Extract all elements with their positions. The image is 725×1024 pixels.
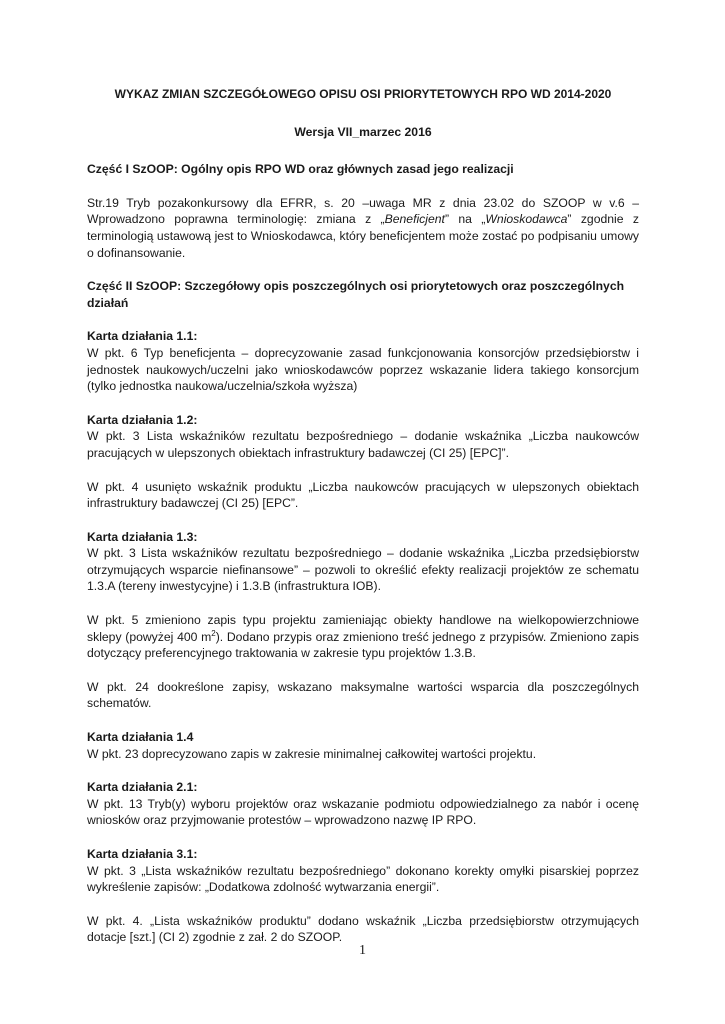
document-page xyxy=(87,86,639,963)
card-2-1 xyxy=(87,779,639,829)
superscript: 2 xyxy=(211,628,216,638)
card-title: Karta działania 3.1: xyxy=(87,847,198,861)
part1-term-beneficjent: Beneficjent xyxy=(384,212,445,227)
part2-heading: Część II SzOOP: Szczegółowy opis poszczególnych osi priorytetowych oraz poszczególnych działań xyxy=(87,279,625,310)
part1-heading: Część I SzOOP: Ogólny opis RPO WD oraz głównych zasad jego realizacji xyxy=(87,162,514,177)
card-paragraph: W pkt. 3 Lista wskaźników rezultatu bezpośredniego – dodanie wskaźnika „Liczba przedsiębiorstw otrzymujących wsparcie niefinansowe” – pozwoli to określić efekty realizacji projektów ze schematu 1.3.A (tereny inwestycyjne) i 1.3.B (infrastruktura IOB). xyxy=(87,546,639,594)
card-paragraph: W pkt. 23 doprecyzowano zapis w zakresie minimalnej całkowitej wartości projektu. xyxy=(87,746,537,761)
card-paragraph: W pkt. 6 Typ beneficjenta – doprecyzowanie zasad funkcjonowania konsorcjów przedsiębiorstw i jednostek naukowych/uczelni jako wnioskodawców poprzez wskazanie lidera takiego konsorcjum (tylko jednostka naukowa/uczelnia/szkoła wyższa) xyxy=(87,345,639,394)
card-1-3 xyxy=(87,529,639,712)
card-title: Karta działania 1.1: xyxy=(87,329,198,344)
card-3-1 xyxy=(87,846,639,946)
document-title: WYKAZ ZMIAN SZCZEGÓŁOWEGO OPISU OSI PRIORYTETOWYCH RPO WD 2014-2020 xyxy=(114,87,612,101)
card-title: Karta działania 1.3: xyxy=(87,529,198,544)
card-paragraph: W pkt. 13 Tryb(y) wyboru projektów oraz wskazanie podmiotu odpowiedzialnego za nabór i ocenę wniosków oraz przyjmowanie protestów – wprowadzono nazwę IP RPO. xyxy=(87,796,639,828)
part1-text-c: ” zgodnie z terminologią ustawową jest to Wnioskodawca, który beneficjentem może zostać po podpisaniu umowy o dofinansowanie. xyxy=(87,212,640,260)
part1-paragraph xyxy=(87,195,639,261)
card-paragraph: W pkt. 3 Lista wskaźników rezultatu bezpośredniego – dodanie wskaźnika „Liczba naukowców pracujących w ulepszonych obiektach infrastruktury badawczej (CI 25) [EPC]”. xyxy=(87,429,639,460)
card-title: Karta działania 1.4 xyxy=(87,730,194,745)
card-paragraph xyxy=(87,612,639,662)
card-1-1 xyxy=(87,328,639,394)
part1-text-b: ” na „ xyxy=(444,212,486,227)
card-text: W pkt. 5 zmieniono zapis typu projektu zamieniając obiekty handlowe na wielkopowierzchniowe sklepy (powyżej 400 m xyxy=(87,613,639,644)
page-number: 1 xyxy=(359,943,366,958)
card-paragraph: W pkt. 24 dookreślone zapisy, wskazano maksymalne wartości wsparcia dla poszczególnych schematów. xyxy=(87,679,639,711)
part1-text-a: Str.19 Tryb pozakonkursowy dla EFRR, s. 20 –uwaga MR z dnia 23.02 do SZOOP w v.6 – Wprowadzono poprawna terminologię: zmiana z „ xyxy=(87,195,639,227)
card-text: ). Dodano przypis oraz zmieniono treść jednego z przypisów. Zmieniono zapis dotyczący preferencyjnego traktowania w zakresie typu projektów 1.3.B. xyxy=(87,629,639,661)
part1-term-wnioskodawca: Wnioskodawca xyxy=(485,212,568,227)
card-title: Karta działania 1.2: xyxy=(87,412,198,427)
card-1-2 xyxy=(87,412,639,512)
document-version: Wersja VII_marzec 2016 xyxy=(294,124,432,139)
card-1-4 xyxy=(87,729,639,762)
card-paragraph: W pkt. 4. „Lista wskaźników produktu” dodano wskaźnik „Liczba przedsiębiorstw otrzymujących dotacje [szt.] (CI 2) zgodnie z zał. 2 do SZOOP. xyxy=(87,913,639,945)
card-paragraph: W pkt. 3 „Lista wskaźników rezultatu bezpośredniego” dokonano korekty omyłki pisarskiej poprzez wykreślenie zapisów: „Dodatkowa zdolność wytwarzania energii”. xyxy=(87,863,639,895)
card-title: Karta działania 2.1: xyxy=(87,780,198,795)
card-paragraph: W pkt. 4 usunięto wskaźnik produktu „Liczba naukowców pracujących w ulepszonych obiektach infrastruktury badawczej (CI 25) [EPC”. xyxy=(87,479,639,511)
